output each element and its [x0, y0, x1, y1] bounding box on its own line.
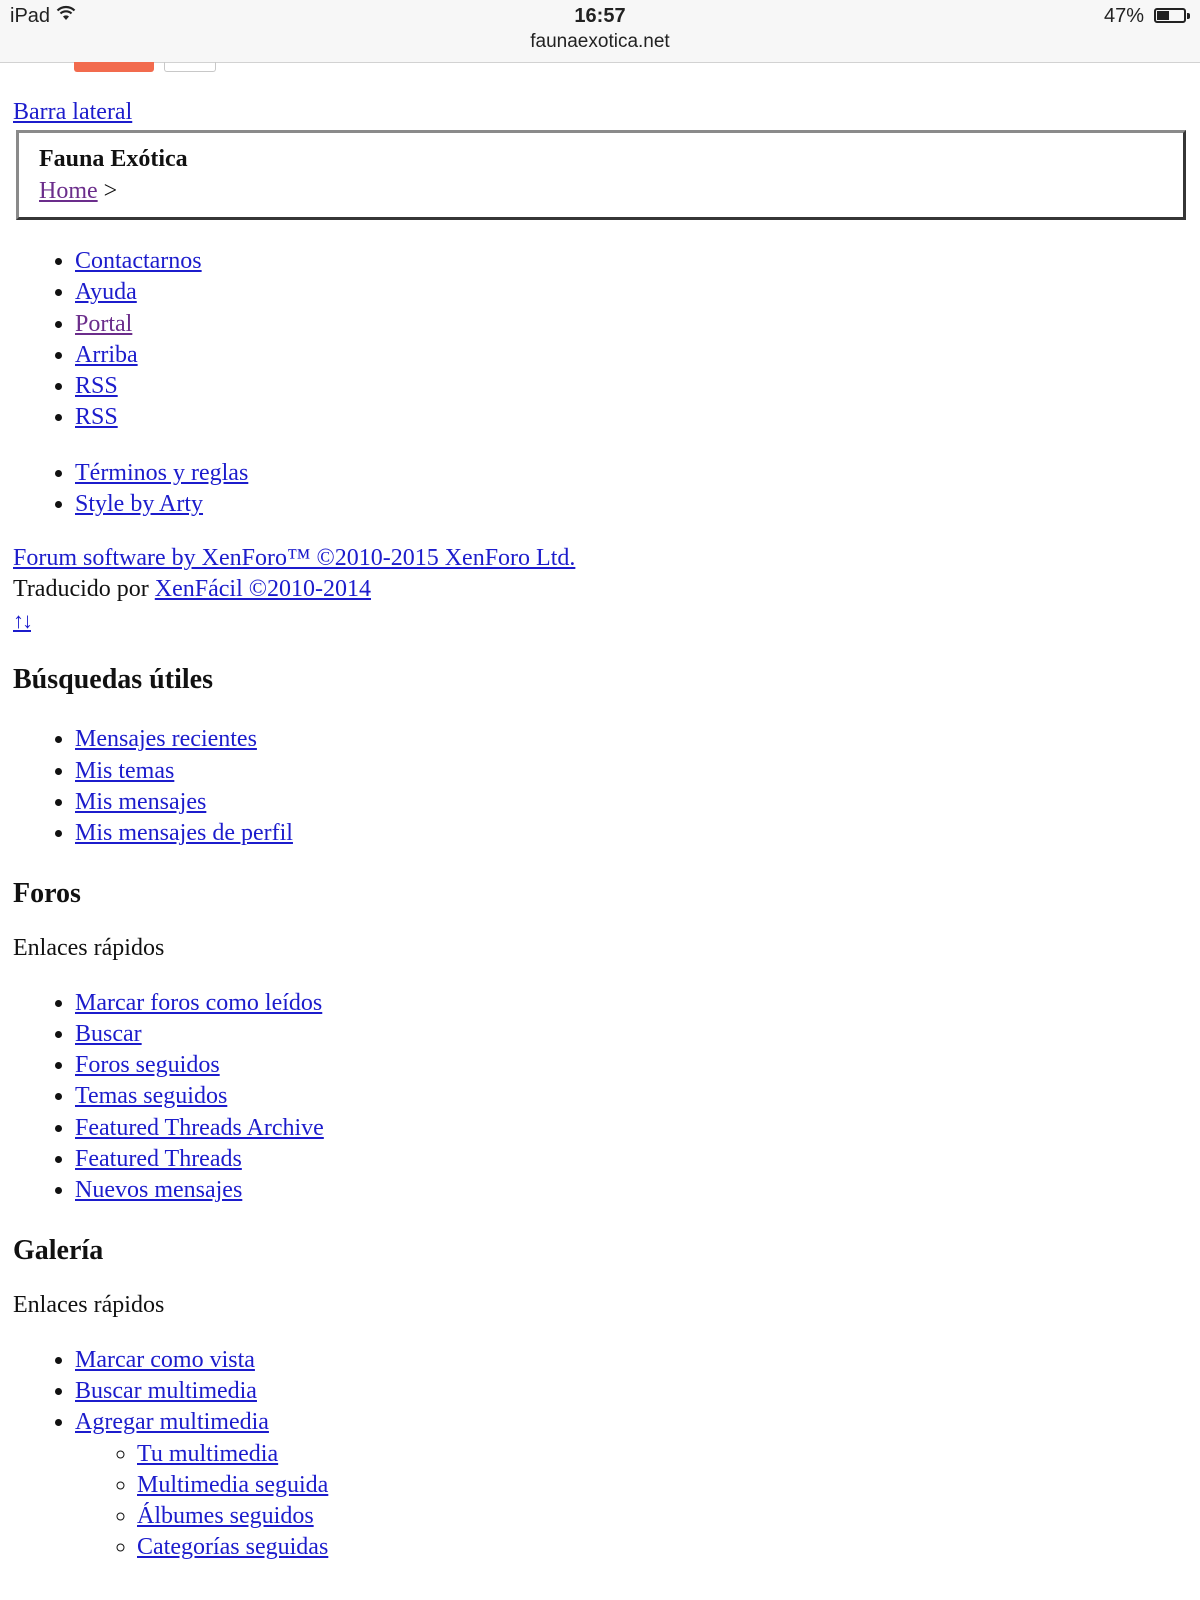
breadcrumb-separator: > [103, 178, 118, 204]
list-item [137, 1439, 1183, 1470]
list-item [75, 458, 1183, 489]
scroll-arrows-icon[interactable]: ↑↓ [13, 608, 31, 634]
battery-percentage: 47% [1103, 5, 1144, 27]
address-bar[interactable]: faunaexotica.net [530, 31, 670, 52]
xenfacil-link[interactable]: XenFácil ©2010-2014 [154, 576, 371, 603]
list-item [75, 1019, 1183, 1050]
new-posts-link[interactable]: Nuevos mensajes [75, 1177, 243, 1204]
list-item [75, 246, 1183, 277]
list-item [137, 1501, 1183, 1532]
portal-link[interactable]: Portal [75, 310, 133, 337]
list-item [75, 489, 1183, 520]
mark-forums-read-link[interactable]: Marcar foros como leídos [75, 989, 323, 1016]
battery-fill [1157, 11, 1169, 20]
add-media-link[interactable]: Agregar multimedia [75, 1409, 269, 1436]
copyright-block [13, 543, 1183, 636]
list-item [75, 724, 1183, 755]
list-item [75, 988, 1183, 1019]
my-threads-link[interactable]: Mis temas [75, 757, 175, 784]
forums-heading: Foros [13, 877, 81, 909]
terms-link[interactable]: Términos y reglas [75, 459, 249, 486]
top-link[interactable]: Arriba [75, 341, 138, 368]
gallery-quick-links-list [13, 1345, 1183, 1564]
gallery-heading: Galería [13, 1234, 104, 1266]
forums-quick-links-label: Enlaces rápidos [13, 934, 165, 961]
list-item [75, 1113, 1183, 1144]
page-content [13, 96, 1183, 1564]
useful-searches-heading: Búsquedas útiles [13, 664, 213, 696]
list-item [75, 787, 1183, 818]
list-item [75, 1407, 1183, 1563]
search-link[interactable]: Buscar [75, 1020, 142, 1047]
breadcrumb-home-link[interactable]: Home [39, 178, 98, 204]
list-item [137, 1470, 1183, 1501]
list-item [75, 756, 1183, 787]
sidebar-toggle-link[interactable]: Barra lateral [13, 99, 133, 125]
your-media-link[interactable]: Tu multimedia [137, 1440, 279, 1467]
list-item [75, 1050, 1183, 1081]
breadcrumb-box [16, 130, 1186, 220]
recent-posts-link[interactable]: Mensajes recientes [75, 726, 257, 753]
watched-categories-link[interactable]: Categorías seguidas [137, 1534, 329, 1561]
featured-threads-archive-link[interactable]: Featured Threads Archive [75, 1114, 324, 1141]
featured-threads-link[interactable]: Featured Threads [75, 1146, 242, 1173]
watched-forums-link[interactable]: Foros seguidos [75, 1052, 220, 1079]
search-media-link[interactable]: Buscar multimedia [75, 1377, 257, 1404]
ios-status-bar [0, 0, 1200, 63]
list-item [75, 371, 1183, 402]
footer-links-list [13, 458, 1183, 521]
list-item [75, 1376, 1183, 1407]
list-item [75, 309, 1183, 340]
breadcrumb [39, 175, 1163, 207]
header-button-partial-secondary[interactable] [164, 62, 216, 72]
battery-icon [1154, 8, 1186, 23]
watched-albums-link[interactable]: Álbumes seguidos [137, 1503, 314, 1530]
list-item [75, 818, 1183, 849]
watched-threads-link[interactable]: Temas seguidos [75, 1083, 228, 1110]
list-item [75, 402, 1183, 433]
gallery-quick-links-label: Enlaces rápidos [13, 1291, 165, 1318]
header-button-partial[interactable] [74, 62, 154, 72]
translation-credit [13, 574, 1183, 605]
my-profile-posts-link[interactable]: Mis mensajes de perfil [75, 820, 293, 847]
list-item [75, 340, 1183, 371]
device-label: iPad [10, 5, 51, 27]
style-credit-link[interactable]: Style by Arty [75, 491, 204, 518]
contact-link[interactable]: Contactarnos [75, 248, 202, 274]
list-item [75, 1144, 1183, 1175]
list-item [75, 1175, 1183, 1206]
site-title: Fauna Exótica [39, 146, 188, 172]
useful-searches-list [13, 724, 1183, 849]
watched-media-link[interactable]: Multimedia seguida [137, 1471, 329, 1498]
list-item [75, 1081, 1183, 1112]
add-media-submenu [75, 1439, 1183, 1564]
list-item [137, 1532, 1183, 1563]
help-link[interactable]: Ayuda [75, 279, 137, 306]
translation-prefix: Traducido por [13, 576, 149, 603]
list-item [75, 1345, 1183, 1376]
xenforo-copyright-link[interactable]: Forum software by XenForo™ ©2010-2015 XenForo Ltd. [13, 545, 576, 572]
mark-viewed-link[interactable]: Marcar como vista [75, 1346, 255, 1373]
my-posts-link[interactable]: Mis mensajes [75, 788, 207, 815]
rss-link-2[interactable]: RSS [75, 404, 118, 431]
clock: 16:57 [574, 5, 626, 27]
nav-links-list [13, 246, 1183, 434]
list-item [75, 277, 1183, 308]
forums-quick-links-list [13, 988, 1183, 1207]
rss-link[interactable]: RSS [75, 373, 118, 400]
